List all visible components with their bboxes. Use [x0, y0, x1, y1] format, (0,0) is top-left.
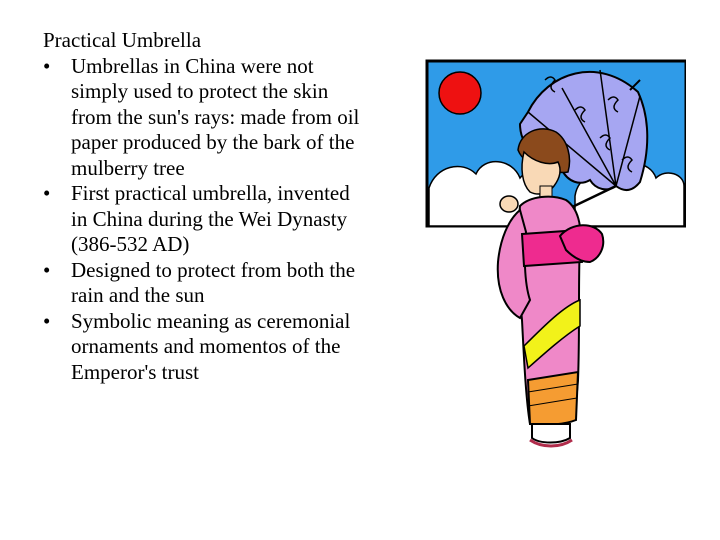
sandals: [532, 424, 570, 443]
bullet-list: [43, 54, 368, 386]
bullet-item: [43, 181, 368, 258]
kimono-hem: [528, 372, 578, 425]
sun: [439, 72, 481, 114]
text-block: [43, 28, 368, 385]
bullet-item: [43, 309, 368, 386]
kimono-umbrella-illustration: [424, 58, 686, 458]
bullet-item: [43, 54, 368, 182]
bullet-marker: •: [43, 181, 51, 205]
bullet-marker: •: [43, 53, 51, 78]
slide-title: Practical Umbrella: [43, 28, 202, 52]
bullet-marker: •: [43, 257, 51, 282]
bullet-text: Symbolic meaning as ceremonial ornaments and momentos of the Emperor's trust: [71, 308, 351, 384]
hand: [500, 196, 518, 212]
bullet-text: Umbrellas in China were not simply used to protect the skin from the sun's rays: made from oil paper produced by the bark of the mulberry tree: [71, 53, 360, 180]
bullet-text: First practical umbrella, invented in China during the Wei Dynasty (386-532 AD): [71, 181, 350, 256]
bullet-text: Designed to protect from both the rain and the sun: [71, 257, 356, 307]
bullet-marker: •: [43, 308, 51, 333]
bullet-item: [43, 258, 368, 309]
